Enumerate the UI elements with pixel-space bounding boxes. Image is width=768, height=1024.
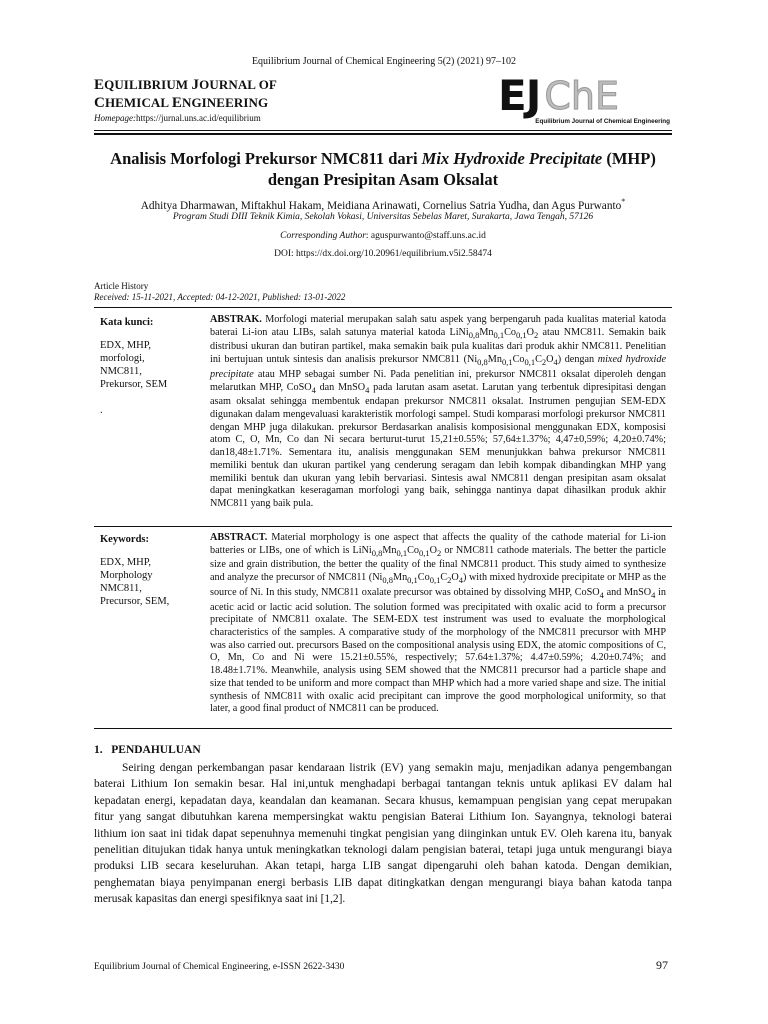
formula-subscript: 2 xyxy=(541,357,547,368)
keywords-column xyxy=(100,533,200,608)
title-part-1: Analisis Morfologi Prekursor NMC811 dari xyxy=(110,149,422,168)
abstrak-segment: atau MHP sebagai sumber Ni. Pada penelitian ini, prekursor NMC811 oksalat diperoleh dengan melarutkan MHP, CoSO xyxy=(210,368,666,393)
history-label: Article History xyxy=(94,281,149,291)
journal-name-initial-3: C xyxy=(94,95,105,111)
abstrak-box xyxy=(94,307,672,527)
journal-name-part-4: NGINEERING xyxy=(181,95,269,110)
formula-subscript: 2 xyxy=(534,329,539,340)
abstrak-segment: atau NMC811. Semakin baik distribusi ukuran dan butiran partikel, maka semakin baik pula kualitas dari produk akhir NMC811. Penelitian ini bertujuan untuk sintesis dan analisis prekursor NMC811 (Ni xyxy=(210,326,667,366)
formula-subscript: 0,1 xyxy=(419,547,430,558)
formula-subscript: 4 xyxy=(311,384,316,395)
abstrak-segment: Morfologi material merupakan salah satu aspek yang berpengaruh pada kualitas material katoda baterai Li-ion atau LIBs, salah satunya material katoda LiNi xyxy=(210,314,666,338)
abstract-segment: ) with mixed hydroxide precipitate or MHP as the source of Ni. In this study, NMC811 oxalate precursor was obtained by dissolving MHP, CoSO xyxy=(210,572,666,598)
header-rule-thin xyxy=(94,130,672,131)
abstract-box xyxy=(94,526,672,729)
corresponding-marker: * xyxy=(621,197,626,206)
kata-kunci-item: EDX, MHP, xyxy=(100,340,152,351)
homepage-link[interactable]: https://jurnal.uns.ac.id/equilibrium xyxy=(136,113,261,123)
journal-name-initial-1: E xyxy=(94,77,105,93)
formula-subscript: 0,1 xyxy=(524,357,536,368)
abstrak-italic-segment: mixed hydroxide precipitate xyxy=(210,354,667,380)
authors-text: Adhitya Dharmawan, Miftakhul Hakam, Meidiana Arinawati, Cornelius Satria Yudha, dan Agus Purwanto xyxy=(140,199,622,212)
title-part-2: (MHP) dengan Presipitan Asam Oksalat xyxy=(267,149,656,189)
journal-name-initial-2: J xyxy=(191,77,200,93)
kata-kunci-column xyxy=(100,316,200,417)
formula-subscript: 2 xyxy=(447,575,452,586)
logo-ej-text: EJ xyxy=(498,71,541,120)
abstrak-text: ABSTRAK. Morfologi material merupakan salah satu aspek yang berpengaruh pada kualitas material katoda baterai Li-ion atau LIBs, salah satunya material katoda $LiNi_{0,8}Mn_{0,1}Co_{0,1}O_2$ atau NMC811. Semakin baik distribusi ukuran dan butiran partikel, maka semakin baik pula kualitas dari produk akhir NMC811. Penelitian ini bertujuan untuk sintesis dan analisis prekursor NMC811 $(Ni_{0,8}Mn_{0,1}Co_{0,1}C_2O_4)$ dengan mixed hydroxide precipitate atau MHP sebagai sumber Ni. Pada penelitian ini, prekursor NMC811 oksalat diperoleh dengan melarutkan MHP, CoSO$_4$ dan MnSO$_4$ pada larutan asam asetat. Larutan yang terbentuk dipresipitasi dengan asam oksalat sehingga membentuk endapan prekursor NMC811 oksalat. Instrumen pengujian SEM-EDX digunakan dalam mengevaluasi karakteristik morfologi sampel. Studi komparasi morfologi prekursor NMC811 dengan MHP juga dilakukan. prekursor Berdasarkan analisis komposisional menggunakan EDX, komposisi atom C, O, Mn, Co dan Ni secara berturut-turut 15,21±0.55%; 57,64±1.37%; 4,47±0,59%; 4,20±0.74%; dan18,48±1.71%. Sementara itu, analisis menggunakan SEM menunjukkan bahwa prekursor NMC811 memiliki bentuk dan ukuran partikel yang cenderung seragam dan lebih kompak dibandingkan MHP yang memiliki bentuk dan ukuran yang lebih bervariasi. Sintesis awal NMC811 dengan presipitan asam oksalat dapat meningkatkan keseragaman morfologi yang baik, sehingga nantinya dapat dihasilkan produk akhir NMC811 yang baik pula. xyxy=(210,314,667,509)
kata-kunci-item xyxy=(100,391,200,404)
history-dates: Received: 15-11-2021, Accepted: 04-12-2021, Published: 13-01-2022 xyxy=(94,292,346,302)
kata-kunci-item: . xyxy=(100,405,103,416)
formula-subscript: 0,1 xyxy=(501,357,513,368)
homepage-label: Homepage: xyxy=(94,113,136,123)
abstrak-segment: pada larutan asam asetat. Larutan yang terbentuk dipresipitasi dengan asam oksalat sehingga membentuk endapan prekursor NMC811 oksalat. Instrumen pengujian SEM-EDX digunakan dalam mengevaluasi karakteristik morfologi sampel. Studi komparasi morfologi prekursor NMC811 dengan MHP juga dilakukan. prekursor Berdasarkan analisis komposisional menggunakan EDX, komposisi atom C, O, Mn, Co dan Ni secara berturut-turut 15,21±0.55%; 57,64±1.37%; 4,47±0,59%; 4,20±0.74%; dan18,48±1.71%. Sementara itu, analisis menggunakan SEM menunjukkan bahwa prekursor NMC811 memiliki bentuk dan ukuran partikel yang cenderung seragam dan lebih kompak dibandingkan MHP yang memiliki bentuk dan ukuran yang lebih bervariasi. Sintesis awal NMC811 dengan presipitan asam oksalat dapat meningkatkan keseragaman morfologi yang baik, sehingga nantinya dapat dihasilkan produk akhir NMC811 yang baik pula. xyxy=(210,381,667,509)
page-number: 97 xyxy=(656,958,668,972)
keyword-item: Precursor, SEM, xyxy=(100,596,170,607)
title-italic: Mix Hydroxide Precipitate xyxy=(421,149,603,168)
formula-subscript: 4 xyxy=(553,357,558,368)
formula-subscript: 4 xyxy=(365,384,370,395)
journal-name-part-3: HEMICAL xyxy=(104,95,172,110)
formula-subscript: 0,8 xyxy=(468,329,480,340)
introduction-paragraph: Seiring dengan perkembangan pasar kendaraan listrik (EV) yang semakin maju, menjadikan adanya pengembangan baterai Lithium Ion semakin besar. Hal ini,untuk menghadapi berbagai tantangan teknis untuk aplikasi EV dalam hal kepadatan energi, kepadatan daya, keandalan dan keamanan. Secara khusus, kemampuan pengisian yang cepat merupakan fitur yang sangat dibutuhkan karena mempersingkat waktu pengisian Baterai Lithium Ion. Sayangnya, teknologi baterai lithium ion saat ini tidak dapat sepenuhnya memenuhi tingkat pengisian yang diinginkan untuk EV. Oleh karena itu, banyak penelitian ditujukan tidak hanya untuk meningkatkan teknologi dalam pengisian baterai, tetapi juga untuk mengurangi biaya produksi LIB secara keseluruhan. Akan tetapi, harga LIB sangat dipengaruhi oleh bahan katoda. Dengan demikian, penghematan biaya penyimpanan energi berbasis LIB dapat ditingkatkan dengan mengurangi biaya bahan katoda tanpa merusak kapasitas dan energi spesifiknya saat ini [1,2]. xyxy=(94,762,672,906)
corresponding-label: Corresponding Author xyxy=(280,231,366,241)
journal-name-part-1: QUILIBRIUM xyxy=(104,77,192,92)
journal-name xyxy=(94,76,394,112)
abstract-heading: ABSTRACT. xyxy=(210,532,268,543)
abstract-text: ABSTRACT. Material morphology is one aspect that affects the quality of the cathode material for Li-ion batteries or LIBs, one of which is $LiNi_{0,8}Mn_{0,1}Co_{0,1}O_2$ or NMC811 cathode materials. The better the particle size and grain distribution, the better the quality of the final NMC811 product. This study aimed to synthesize and analyze the precursor of NMC811 $(Ni_{0,8}Mn_{0,1}Co_{0,1}C_2O_4)$ with mixed hydroxide precipitate or MHP as the source of Ni. In this study, NMC811 oxalate precursor was obtained by dissolving MHP, CoSO$_4$ and MnSO$_4$ in acetic acid or lactic acid solution. The solution formed was precipitated with oxalic acid to form a precursor precipitate of NMC811 oxalate. The SEM-EDX test instrument was used to evaluate the morphological characteristics of the samples. A comparative study of the morphology of the NMC811 precursor with MHP was also carried out. precursors Based on the compositional analysis using EDX, the atomic compositions of C, O, Mn, Co and Ni were 15.21±0.55%, respectively; 57.64±1.37%; 4.47±0.59%; 4.20±0.74%; and 18.48±1.71%. Meanwhile, analysis using SEM showed that the NMC811 precursor had a particle shape and size that tended to be uniform and more compact than MHP which had a more varied shape and size. The initial synthesis of NMC811 with oxalic acid precipitant can improve the good morphological uniformity, so that later, a good final product of NMC811 can be produced. xyxy=(210,532,667,715)
journal-masthead xyxy=(94,76,394,123)
formula-subscript: 0,1 xyxy=(516,329,527,340)
journal-name-part-2: OURNAL OF xyxy=(199,77,277,92)
formula-subscript: 0,1 xyxy=(407,575,418,586)
formula-subscript: 0,1 xyxy=(493,329,505,340)
kata-kunci-item: Prekursor, SEM xyxy=(100,379,168,390)
running-head: Equilibrium Journal of Chemical Engineering 5(2) (2021) 97–102 xyxy=(251,56,517,67)
keyword-item: Morphology xyxy=(100,570,153,581)
keyword-item: NMC811, xyxy=(100,583,142,594)
abstrak-segment: ) dengan xyxy=(557,354,598,366)
formula-subscript: 4 xyxy=(458,575,463,586)
corresponding-email[interactable]: : aguspurwanto@staff.uns.ac.id xyxy=(365,231,486,241)
keywords-heading: Keywords: xyxy=(100,534,149,545)
formula-subscript: 0,1 xyxy=(396,547,408,558)
journal-homepage xyxy=(94,113,394,123)
author-list xyxy=(94,197,672,212)
logo-che-text: ChE xyxy=(544,74,619,118)
formula-subscript: 0,1 xyxy=(429,575,441,586)
logo-wordmark xyxy=(498,71,670,120)
abstrak-segment: dan MnSO xyxy=(315,381,366,393)
abstract-segment: and MnSO xyxy=(603,586,652,598)
ejche-logo xyxy=(498,71,670,128)
doi-link[interactable]: DOI: https://dx.doi.org/10.20961/equilibrium.v5i2.58474 xyxy=(274,249,492,259)
kata-kunci-item: NMC811, xyxy=(100,366,142,377)
formula-subscript: 4 xyxy=(599,589,604,600)
kata-kunci-heading: Kata kunci: xyxy=(100,317,154,328)
logo-subtitle: Equilibrium Journal of Chemical Engineering xyxy=(535,118,670,125)
header-rule-thick xyxy=(94,133,672,135)
abstrak-heading: ABSTRAK. xyxy=(210,314,262,325)
journal-name-initial-4: E xyxy=(171,95,182,111)
keyword-item: EDX, MHP, xyxy=(100,557,152,568)
formula-subscript: 0,8 xyxy=(371,547,383,558)
formula-subscript: 2 xyxy=(437,547,442,558)
article-title xyxy=(94,148,672,190)
abstract-segment: or NMC811 cathode materials. The better the particle size and grain distribution, the better the quality of the final NMC811 product. This study aimed to synthesize and analyze the precursor of NMC811 (Ni xyxy=(210,544,667,584)
formula-subscript: 4 xyxy=(651,589,656,600)
corresponding-author xyxy=(94,231,672,241)
affiliation: Program Studi DIII Teknik Kimia, Sekolah Vokasi, Universitas Sebelas Maret, Surakarta, Jawa Tengah, 57126 xyxy=(172,212,594,222)
section-heading: 1. PENDAHULUAN xyxy=(94,744,201,756)
article-history xyxy=(94,281,672,303)
formula-subscript: 0,8 xyxy=(382,575,394,586)
abstract-segment: Material morphology is one aspect that affects the quality of the cathode material for Li-ion batteries or LIBs, one of which is LiNi xyxy=(210,532,666,556)
abstract-segment: in acetic acid or lactic acid solution. The solution formed was precipitated with oxalic acid to form a precursor precipitate of NMC811 oxalate. The SEM-EDX test instrument was used to evaluate the morphological characteristics of the samples. A comparative study of the morphology of the NMC811 precursor with MHP was also carried out. precursors Based on the compositional analysis using EDX, the atomic compositions of C, O, Mn, Co and Ni were 15.21±0.55%, respectively; 57.64±1.37%; 4.47±0.59%; 4.20±0.74%; and 18.48±1.71%. Meanwhile, analysis using SEM showed that the NMC811 precursor had a particle shape and size that tended to be uniform and more compact than MHP which had a more varied shape and size. The initial synthesis of NMC811 with oxalic acid precipitant can improve the good morphological uniformity, so that later, a good final product of NMC811 can be produced. xyxy=(210,586,666,715)
formula-subscript: 0,8 xyxy=(477,357,488,368)
kata-kunci-item: morfologi, xyxy=(100,353,145,364)
footer-journal: Equilibrium Journal of Chemical Engineering, e-ISSN 2622-3430 xyxy=(94,962,345,972)
